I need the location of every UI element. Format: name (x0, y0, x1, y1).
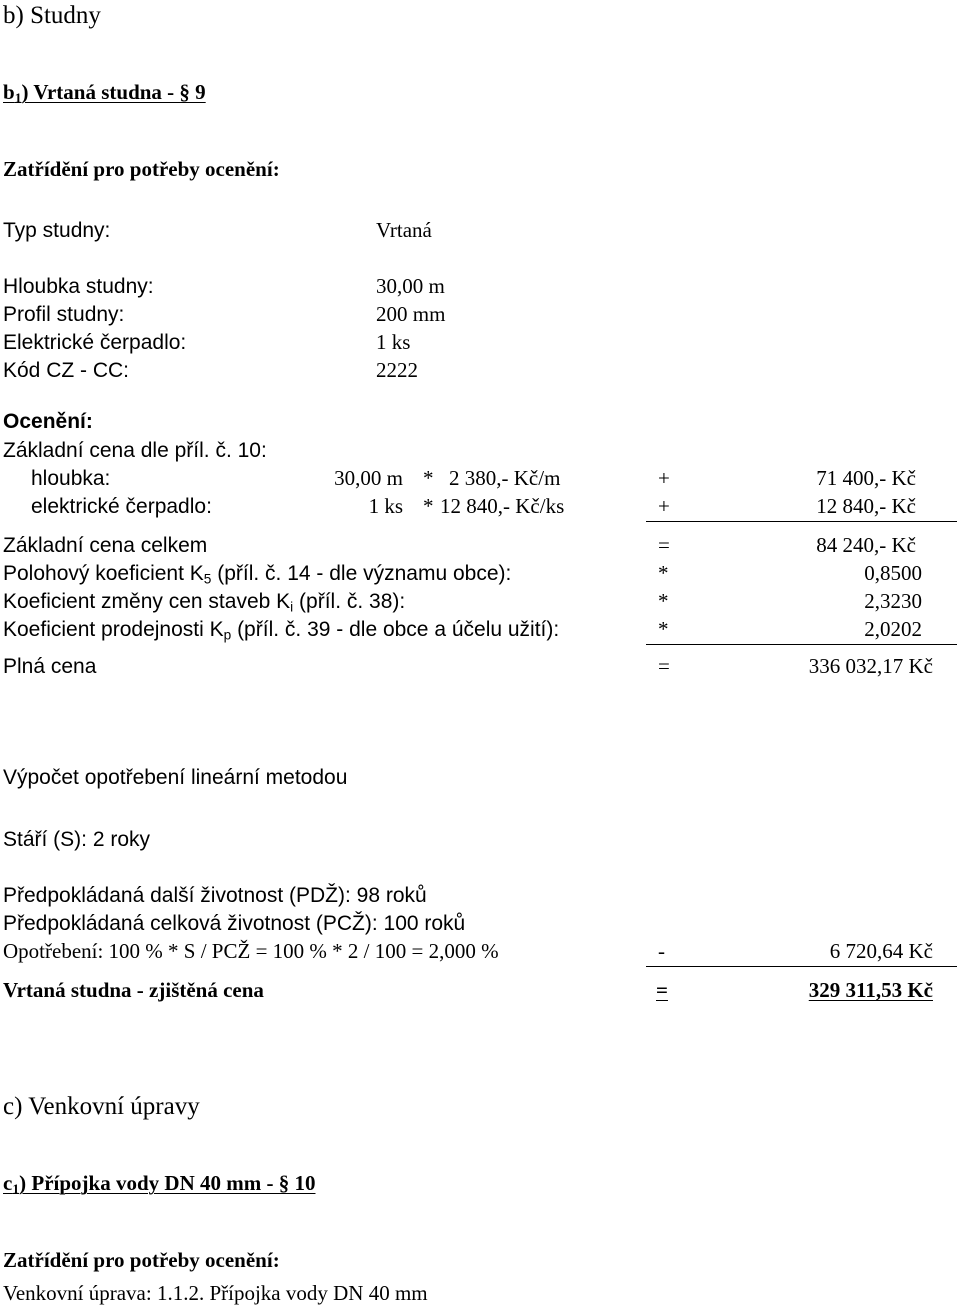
item-qty: 1 ks (368, 494, 403, 518)
full-price-sign: = (658, 654, 670, 678)
full-price-label: Plná cena (3, 655, 97, 678)
subsection-c1-heading: $c_1$) Přípojka vody DN 40 mm - § 10 (3, 1171, 316, 1197)
item-total: 12 840,- Kč (816, 494, 916, 518)
param-value: 200 mm (376, 302, 446, 326)
base-total-label: Základní cena celkem (3, 534, 208, 557)
classification-title-c: Zatřídění pro potřeby ocenění: (3, 1248, 280, 1272)
final-price-value: 329 311,53 Kč (808, 978, 933, 1002)
sum-divider (646, 521, 957, 522)
total-life-line: Předpokládaná celková životnost (PCŽ): 100 roků (3, 912, 466, 935)
section-c-heading: c) Venkovní úpravy (3, 1093, 200, 1120)
item-qty: 30,00 m (334, 466, 403, 490)
classification-title: Zatřídění pro potřeby ocenění: (3, 157, 280, 181)
coefficient-value: 2,0202 (864, 617, 922, 641)
coefficient-value: 0,8500 (864, 561, 922, 585)
item-label: elektrické čerpadlo: (31, 495, 212, 518)
base-total-value: 84 240,- Kč (816, 533, 916, 557)
item-op: * (423, 494, 434, 518)
param-label: Typ studny: (3, 219, 111, 242)
item-unit-price: 12 840,- Kč/ks (440, 494, 565, 518)
outdoor-item-line: Venkovní úprava: 1.1.2. Přípojka vody DN 40 mm (3, 1281, 428, 1305)
base-price-label: Základní cena dle příl. č. 10: (3, 439, 267, 462)
item-unit-price: 2 380,- Kč/m (449, 466, 561, 490)
param-label: Profil studny: (3, 303, 125, 326)
subsection-b1-heading: $b_1$) Vrtaná studna - § 9 (3, 80, 206, 106)
param-value: 30,00 m (376, 274, 445, 298)
valuation-title: Ocenění: (3, 410, 93, 433)
param-label: Elektrické čerpadlo: (3, 331, 187, 354)
param-value: 2222 (376, 358, 418, 382)
param-label: Kód CZ - CC: (3, 359, 130, 382)
coefficient-value: 2,3230 (864, 589, 922, 613)
full-price-divider (646, 644, 957, 645)
wear-label: Opotřebení: 100 % * S / PCŽ = 100 % * 2 / 100 = 2,000 % (3, 939, 499, 963)
full-price-value: 336 032,17 Kč (808, 654, 933, 678)
base-total-sign: = (658, 533, 670, 557)
item-sign: + (658, 494, 670, 518)
coefficient-sign: * (658, 561, 669, 585)
wear-sign: - (658, 939, 665, 963)
item-sign: + (658, 466, 670, 490)
item-total: 71 400,- Kč (816, 466, 916, 490)
final-price-label: Vrtaná studna - zjištěná cena (3, 978, 264, 1002)
wear-value: 6 720,64 Kč (829, 939, 933, 963)
depreciation-title: Výpočet opotřebení lineární metodou (3, 766, 348, 789)
item-label: hloubka: (31, 467, 111, 490)
section-b-heading: b) Studny (3, 2, 101, 29)
coefficient-sign: * (658, 617, 669, 641)
final-divider (646, 966, 957, 967)
item-op: * (423, 466, 434, 490)
param-label: Hloubka studny: (3, 275, 154, 298)
param-value: 1 ks (376, 330, 411, 354)
coefficient-label: Koeficient prodejnosti $K_p$ (příl. č. 39 - dle obce a účelu užití): (3, 618, 560, 643)
age-line: Stáří (S): 2 roky (3, 828, 151, 851)
coefficient-label: Polohový koeficient $K_5$ (příl. č. 14 - dle významu obce): (3, 562, 512, 587)
final-price-sign: = (656, 978, 668, 1002)
coefficient-label: Koeficient změny cen staveb $K_i$ (příl. č. 38): (3, 590, 406, 615)
remaining-life-line: Předpokládaná další životnost (PDŽ): 98 roků (3, 884, 427, 907)
param-value: Vrtaná (376, 218, 432, 242)
coefficient-sign: * (658, 589, 669, 613)
